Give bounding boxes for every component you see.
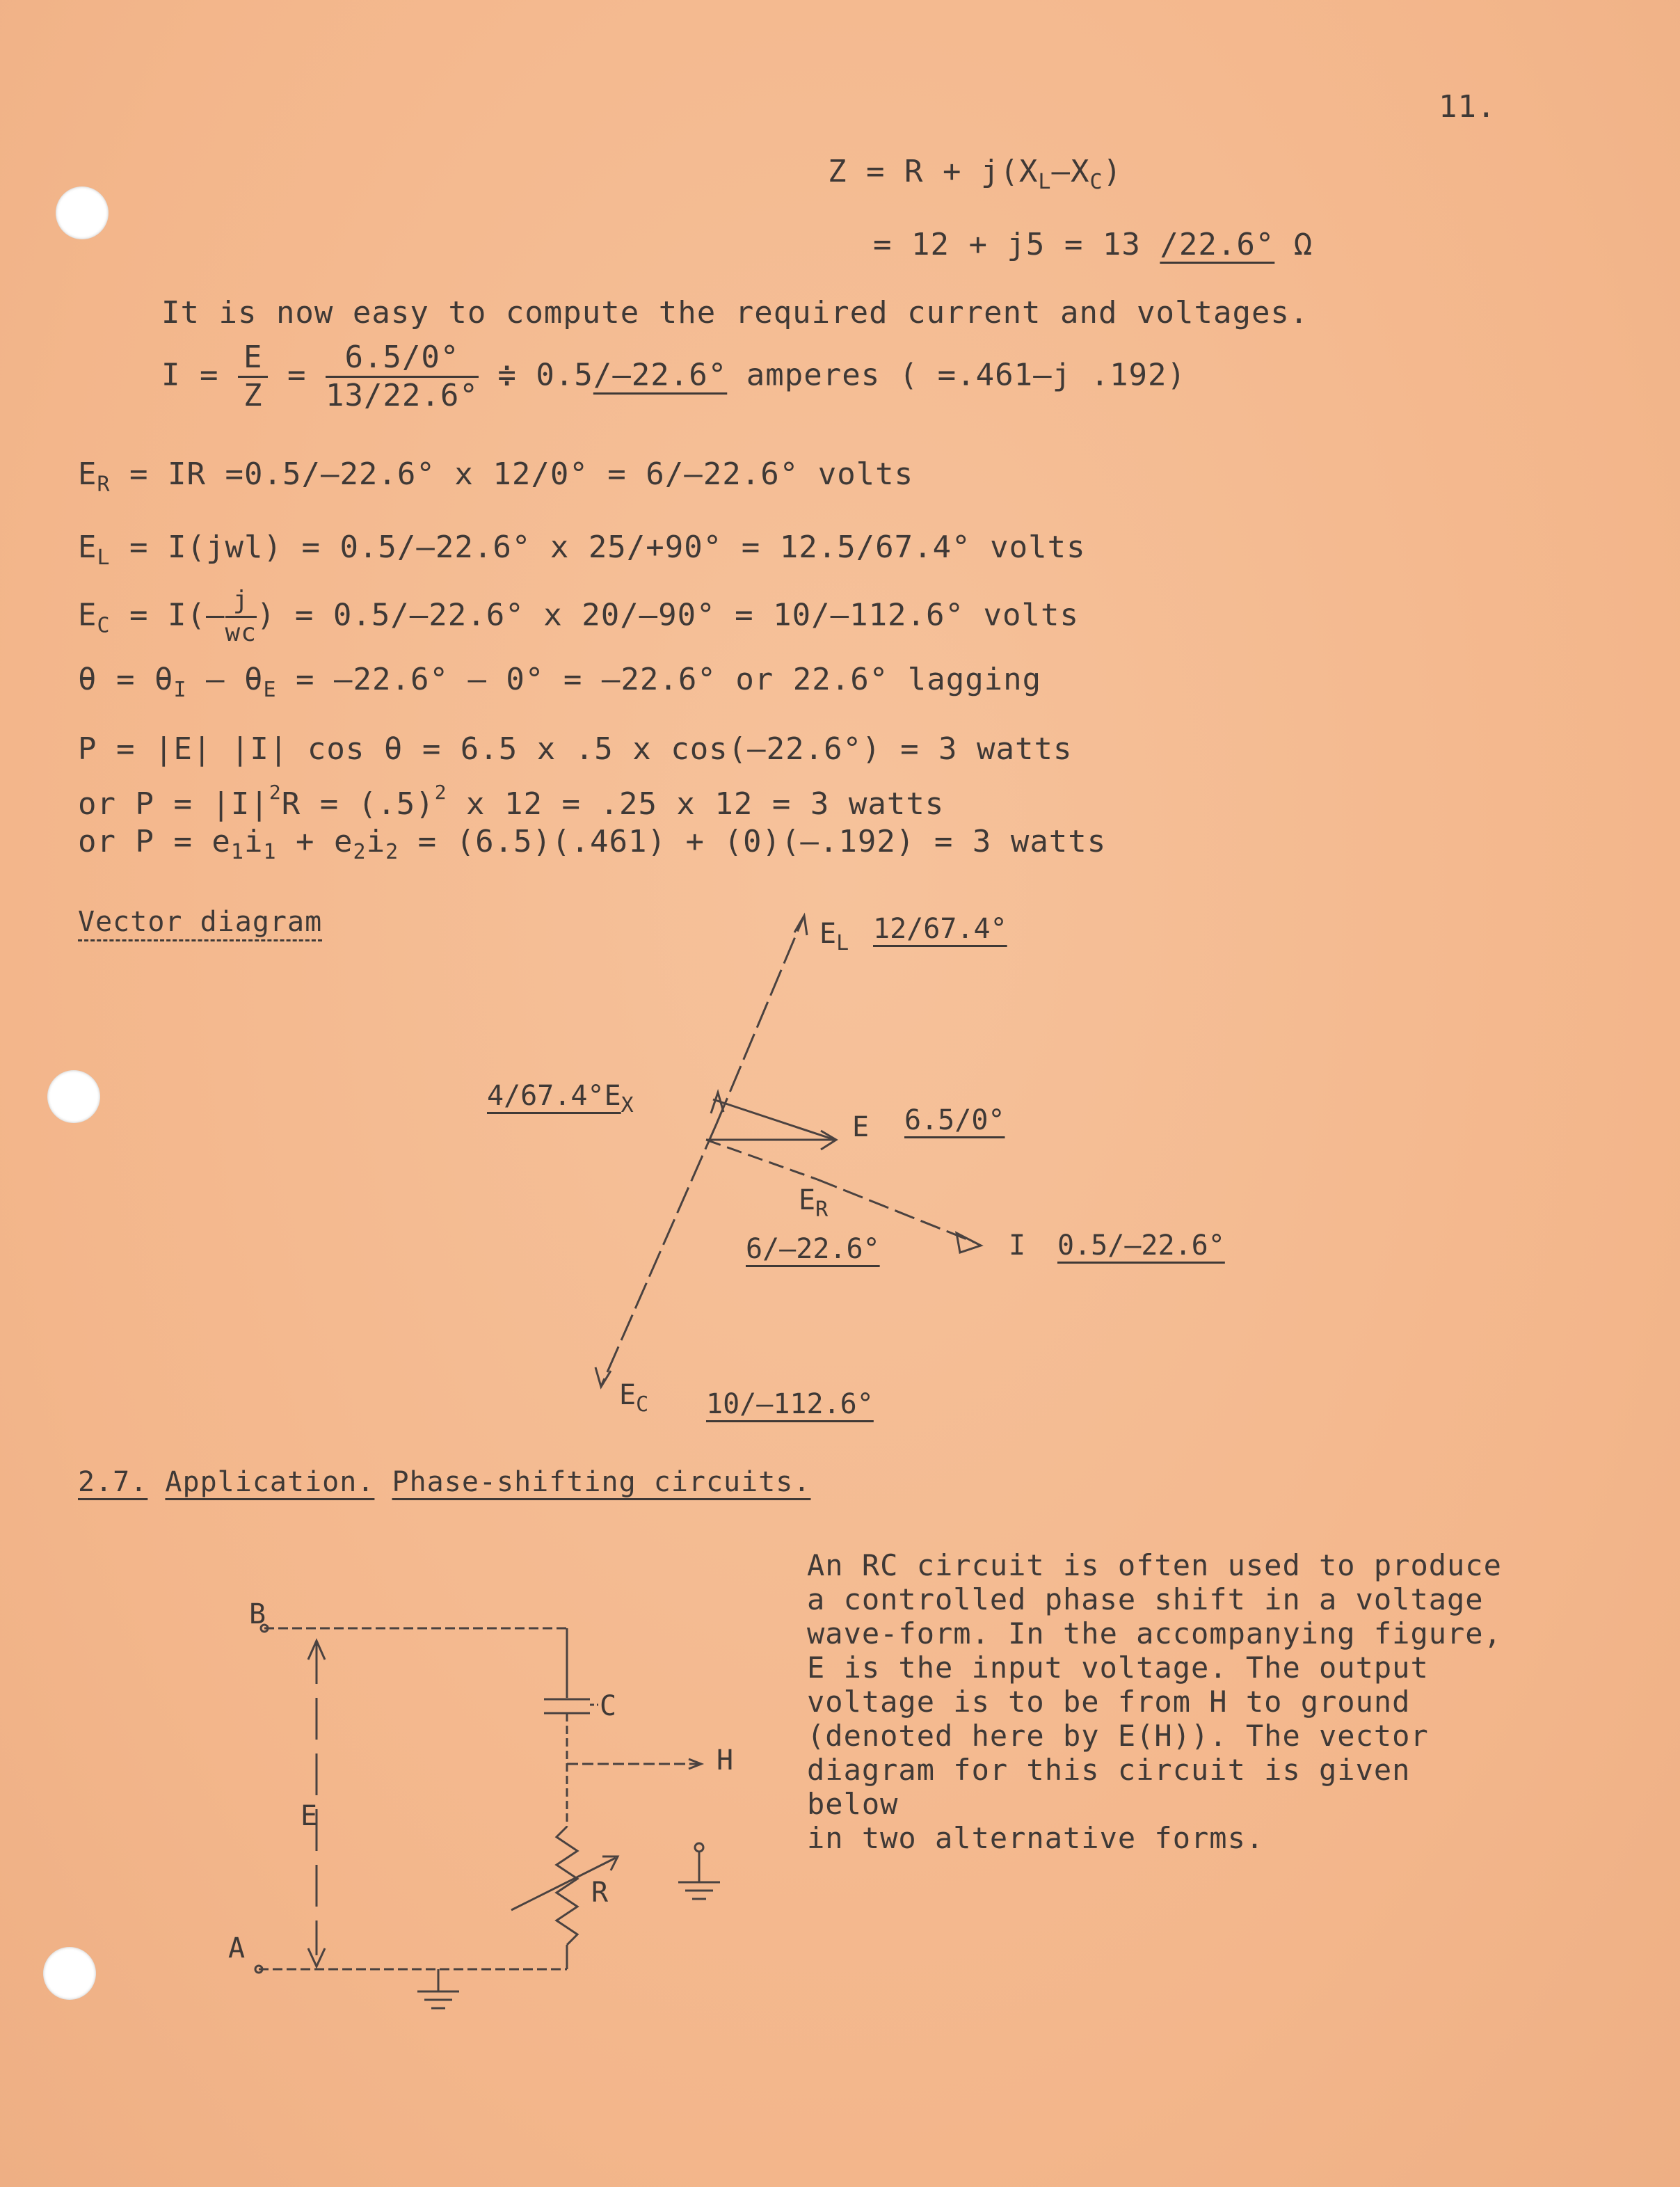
theta-equation: $\theta = \theta_I$ — $\theta_E$ = —22.6° — 0° = —22.6° or 22.6° lagging [78, 662, 1042, 702]
ec-vector-label: $E_C$ [619, 1379, 649, 1417]
i-vector-value: 0.5/—22.6° [1057, 1230, 1225, 1262]
ground-terminal [695, 1843, 703, 1852]
vector-e-upper [713, 1099, 835, 1140]
i-vector-label: I [1009, 1230, 1026, 1262]
vector-ec [602, 1124, 717, 1385]
er-vector-value: 6/—22.6° [746, 1233, 880, 1265]
power-equation-2: or $P = |I|^2R = (.5)^2$ x 12 = .25 x 12 = 3 watts [78, 781, 945, 822]
output-label: H [717, 1744, 734, 1776]
ec-vector-value: 10/—112.6° [706, 1388, 874, 1420]
impedance-value: = 12 + j5 = 13 /22.6° Ω [873, 227, 1313, 262]
page-number: 11. [1439, 89, 1496, 125]
ec-equation: $E_C$ = I(— $\frac{j}{wc}$ ) = 0.5/—22.6° x 20/—90° = 10/—112.6° volts [78, 586, 1079, 647]
capacitor-label: C [600, 1690, 617, 1722]
e-vector-label: E [852, 1111, 870, 1143]
el-vector-label: $E_L$ [819, 918, 849, 955]
node-a-label: A [228, 1932, 246, 1964]
section-heading: 2.7. Application. Phase-shifting circuits. [78, 1466, 811, 1498]
resistor-label: R [591, 1877, 609, 1909]
ex-vector-label: $4/67.4^\circ E_X$ [487, 1080, 634, 1118]
current-equation: I = $\frac{E}{Z}$ = $\frac{6.5/0^\circ}{13/22.6^\circ}$ ≑ 0.5/—22.6° amperes ( =.461—j .192) [161, 340, 1187, 413]
node-b-label: B [249, 1598, 266, 1630]
er-vector-label: $E_R$ [799, 1184, 829, 1222]
el-equation: $E_L = I(jwl)$ = 0.5/—22.6° x 25/+90° = 12.5/67.4° volts [78, 530, 1086, 570]
e-vector-value: 6.5/0° [904, 1104, 1005, 1136]
intro-sentence: It is now easy to compute the required current and voltages. [161, 295, 1309, 331]
vector-er [706, 1140, 817, 1179]
vector-diagram-heading: Vector diagram [78, 906, 323, 938]
power-equation-1: P = |E| |I| cos θ = 6.5 x .5 x cos(—22.6°) = 3 watts [78, 731, 1073, 767]
power-equation-3: or $P = e_1i_1 + e_2i_2 = (6.5)(.461)$ + (0)(—.192) = 3 watts [78, 824, 1107, 864]
source-label: E [301, 1800, 318, 1832]
er-equation: $E_R$ = IR =0.5/—22.6° x 12/0° = 6/—22.6° volts [78, 456, 914, 497]
vector-el [717, 917, 803, 1124]
impedance-equation: $Z = R + j(X_L—X_C)$ [828, 154, 1123, 194]
section-paragraph: An RC circuit is often used to produce a controlled phase shift in a voltage wave-form. In the accompanying figure, E is the input voltage. The output voltage is to be from H to ground (denoted here by E(H)). The vector diagram for this circuit is given below in two alternative forms. [807, 1548, 1502, 1855]
arrowhead-i [957, 1233, 981, 1252]
el-vector-value: 12/67.4° [873, 913, 1007, 945]
